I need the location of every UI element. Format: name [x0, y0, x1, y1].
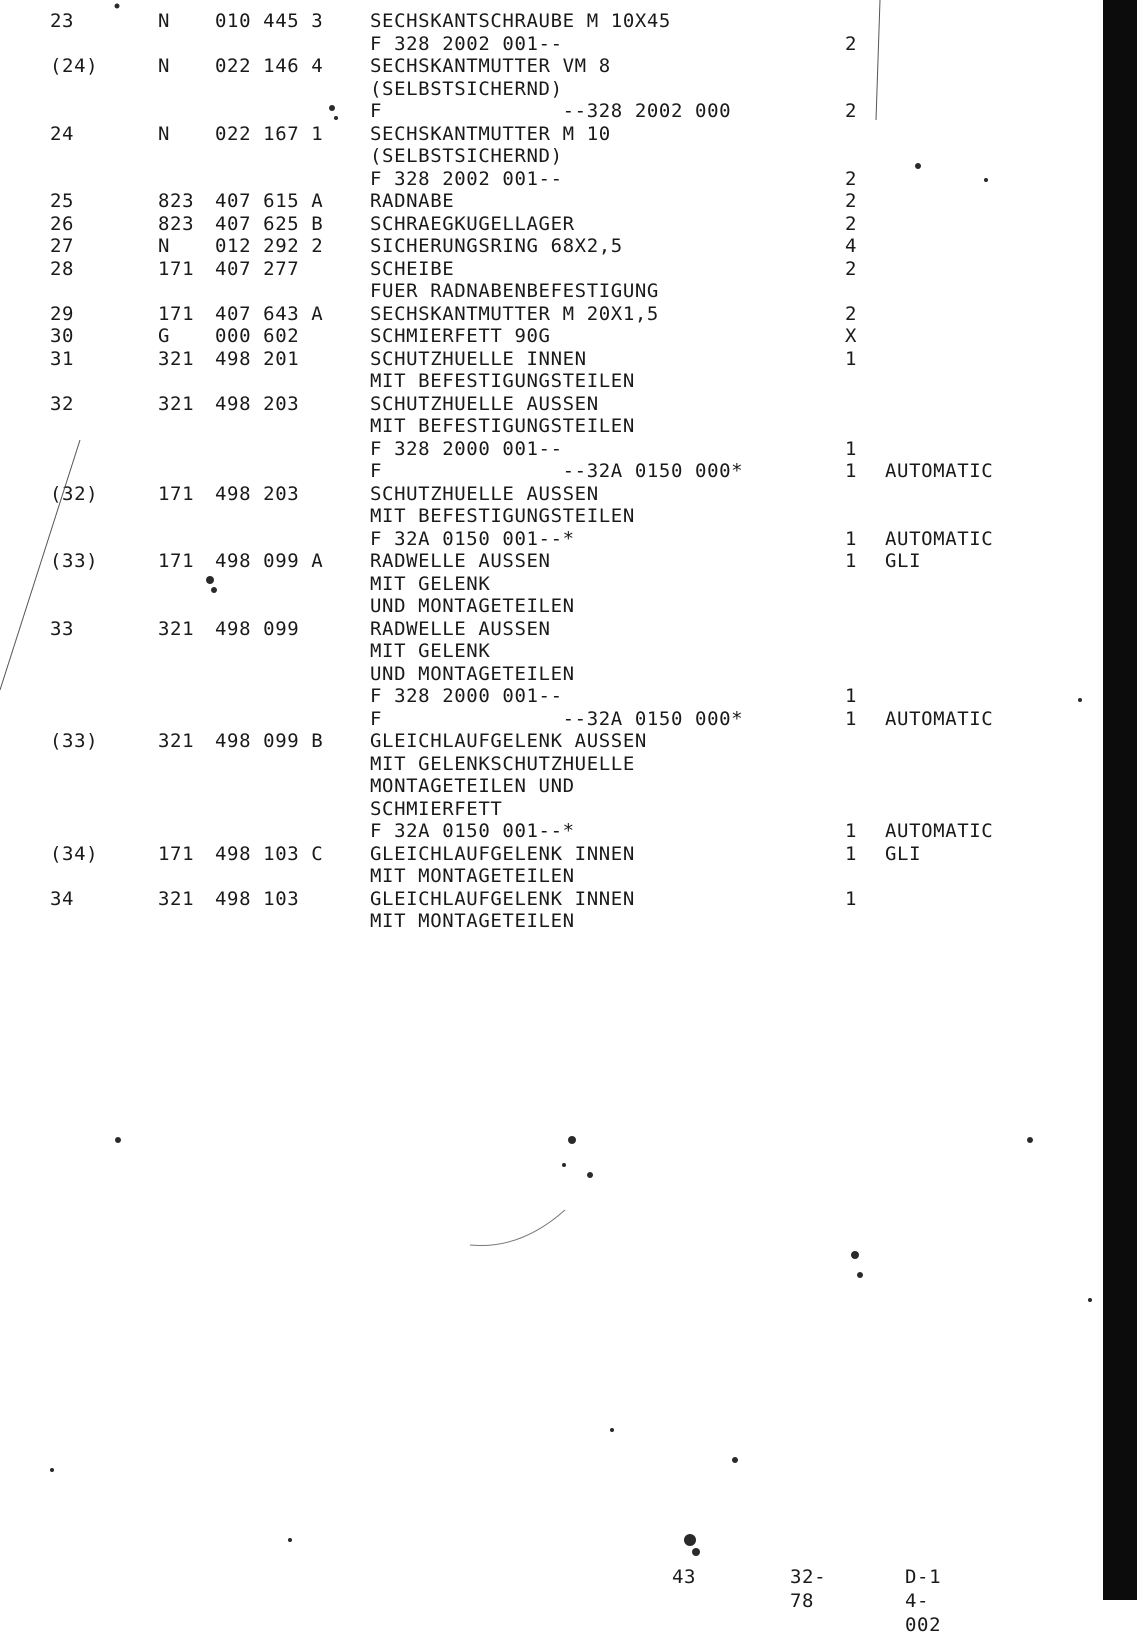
quantity: 1 [845, 685, 858, 707]
part-description: UND MONTAGETEILEN [370, 662, 575, 685]
part-prefix: 171 [158, 482, 195, 505]
parts-row [0, 483, 1100, 506]
parts-row [0, 888, 1100, 911]
part-description: F 32A 0150 001--* [370, 820, 575, 842]
part-prefix: 321 [158, 617, 195, 640]
part-description: F --32A 0150 000* [370, 460, 744, 482]
scan-edge-shadow [1103, 0, 1137, 1600]
remark: AUTOMATIC [885, 820, 994, 842]
footer-date-code: 32-78 [790, 1566, 827, 1612]
part-prefix: N [158, 55, 171, 77]
position-number: 26 [50, 212, 75, 235]
quantity: 2 [845, 190, 858, 212]
position-number: (33) [50, 550, 99, 572]
part-description: GLEICHLAUFGELENK INNEN [370, 887, 635, 910]
quantity: 2 [845, 32, 858, 55]
part-number: 498 099 [215, 617, 300, 640]
remark: AUTOMATIC [885, 460, 994, 482]
part-prefix: N [158, 122, 171, 145]
part-prefix: 823 [158, 190, 195, 212]
position-number: (33) [50, 730, 99, 752]
footer-page-number: 43 [672, 1566, 697, 1588]
position-number: 28 [50, 257, 75, 280]
part-number: 498 103 C [215, 842, 324, 865]
quantity: 1 [845, 550, 858, 572]
parts-row [0, 775, 1100, 798]
position-number: 27 [50, 235, 75, 257]
parts-row [0, 843, 1100, 866]
part-description: F 32A 0150 001--* [370, 527, 575, 550]
parts-row [0, 618, 1100, 641]
quantity: 1 [845, 887, 858, 910]
quantity: 2 [845, 257, 858, 280]
part-description: GLEICHLAUFGELENK AUSSEN [370, 730, 647, 752]
part-number: 498 201 [215, 347, 300, 370]
part-description: UND MONTAGETEILEN [370, 595, 575, 617]
quantity: 1 [845, 707, 858, 730]
part-number: 498 203 [215, 392, 300, 415]
parts-row [0, 235, 1100, 258]
part-prefix: N [158, 235, 171, 257]
part-description: SCHUTZHUELLE INNEN [370, 347, 587, 370]
part-number: 010 445 3 [215, 10, 324, 32]
quantity: 1 [845, 820, 858, 842]
quantity: 1 [845, 437, 858, 460]
part-number: 407 625 B [215, 212, 324, 235]
part-description: F 328 2002 001-- [370, 167, 563, 190]
parts-row [0, 573, 1100, 596]
part-description: MIT MONTAGETEILEN [370, 865, 575, 887]
part-description: GLEICHLAUFGELENK INNEN [370, 842, 635, 865]
part-number: 012 292 2 [215, 235, 324, 257]
parts-row [0, 303, 1100, 326]
part-description: SCHEIBE [370, 257, 455, 280]
part-description: MIT GELENK [370, 640, 491, 662]
position-number: 31 [50, 347, 75, 370]
part-description: MIT BEFESTIGUNGSTEILEN [370, 415, 635, 437]
position-number: (32) [50, 482, 99, 505]
part-number: 498 203 [215, 482, 300, 505]
position-number: 32 [50, 392, 75, 415]
part-prefix: 321 [158, 392, 195, 415]
remark: AUTOMATIC [885, 527, 994, 550]
part-prefix: 171 [158, 257, 195, 280]
part-description: MIT GELENKSCHUTZHUELLE [370, 752, 635, 775]
quantity: 1 [845, 460, 858, 482]
part-description: MONTAGETEILEN UND [370, 775, 575, 797]
parts-row [0, 33, 1100, 56]
position-number: 30 [50, 325, 75, 347]
parts-row [0, 663, 1100, 686]
parts-row [0, 325, 1100, 348]
parts-table [0, 10, 1100, 933]
part-number: 498 103 [215, 887, 300, 910]
part-description: SCHUTZHUELLE AUSSEN [370, 482, 599, 505]
parts-row [0, 168, 1100, 191]
position-number: 34 [50, 887, 75, 910]
part-description: F 328 2000 001-- [370, 437, 563, 460]
part-description: RADWELLE AUSSEN [370, 550, 551, 572]
parts-row [0, 550, 1100, 573]
part-description: MIT BEFESTIGUNGSTEILEN [370, 505, 635, 527]
remark: GLI [885, 550, 922, 572]
parts-row [0, 708, 1100, 731]
part-number: 000 602 [215, 325, 300, 347]
part-prefix: 823 [158, 212, 195, 235]
quantity: 1 [845, 527, 858, 550]
part-number: 407 615 A [215, 190, 324, 212]
part-description: SCHRAEGKUGELLAGER [370, 212, 575, 235]
part-number: 407 277 [215, 257, 300, 280]
parts-row [0, 685, 1100, 708]
position-number: 25 [50, 190, 75, 212]
parts-row [0, 78, 1100, 101]
part-description: (SELBSTSICHERND) [370, 145, 563, 167]
part-description: SICHERUNGSRING 68X2,5 [370, 235, 623, 257]
quantity: 2 [845, 212, 858, 235]
position-number: (34) [50, 842, 99, 865]
part-description: SCHMIERFETT 90G [370, 325, 551, 347]
part-number: 498 099 A [215, 550, 324, 572]
parts-row [0, 505, 1100, 528]
part-prefix: 321 [158, 730, 195, 752]
parts-row [0, 213, 1100, 236]
part-description: SECHSKANTMUTTER M 20X1,5 [370, 302, 659, 325]
part-prefix: G [158, 325, 171, 347]
parts-row [0, 348, 1100, 371]
part-description: (SELBSTSICHERND) [370, 77, 563, 100]
parts-row [0, 820, 1100, 843]
part-description: MIT BEFESTIGUNGSTEILEN [370, 370, 635, 392]
part-prefix: 321 [158, 887, 195, 910]
part-description: SECHSKANTMUTTER M 10 [370, 122, 611, 145]
parts-row [0, 145, 1100, 168]
parts-row [0, 865, 1100, 888]
parts-row [0, 595, 1100, 618]
parts-row [0, 190, 1100, 213]
part-number: 498 099 B [215, 730, 324, 752]
parts-row [0, 55, 1100, 78]
parts-row [0, 100, 1100, 123]
quantity: 1 [845, 842, 858, 865]
parts-row [0, 280, 1100, 303]
parts-row [0, 460, 1100, 483]
position-number: 24 [50, 122, 75, 145]
parts-row [0, 730, 1100, 753]
parts-row [0, 640, 1100, 663]
parts-row [0, 393, 1100, 416]
part-description: RADWELLE AUSSEN [370, 617, 551, 640]
quantity: 2 [845, 302, 858, 325]
part-number: 022 167 1 [215, 122, 324, 145]
remark: AUTOMATIC [885, 707, 994, 730]
remark: GLI [885, 842, 922, 865]
part-prefix: 321 [158, 347, 195, 370]
parts-row [0, 370, 1100, 393]
part-prefix: 171 [158, 842, 195, 865]
position-number: 33 [50, 617, 75, 640]
quantity: 2 [845, 100, 858, 122]
part-description: F --32A 0150 000* [370, 707, 744, 730]
part-description: F 328 2002 001-- [370, 32, 563, 55]
part-prefix: 171 [158, 302, 195, 325]
part-number: 407 643 A [215, 302, 324, 325]
part-description: SECHSKANTMUTTER VM 8 [370, 55, 611, 77]
quantity: 2 [845, 167, 858, 190]
quantity: 4 [845, 235, 858, 257]
part-description: SCHMIERFETT [370, 797, 503, 820]
part-description: FUER RADNABENBEFESTIGUNG [370, 280, 659, 302]
parts-row [0, 438, 1100, 461]
position-number: (24) [50, 55, 99, 77]
parts-row [0, 123, 1100, 146]
part-description: F 328 2000 001-- [370, 685, 563, 707]
parts-row [0, 910, 1100, 933]
position-number: 29 [50, 302, 75, 325]
part-prefix: N [158, 10, 171, 32]
parts-row [0, 415, 1100, 438]
quantity: X [845, 325, 858, 347]
parts-row [0, 798, 1100, 821]
part-description: SCHUTZHUELLE AUSSEN [370, 392, 599, 415]
part-description: SECHSKANTSCHRAUBE M 10X45 [370, 10, 671, 32]
footer-section-code: D-1 4-002 [905, 1566, 942, 1636]
position-number: 23 [50, 10, 75, 32]
parts-row [0, 753, 1100, 776]
parts-row [0, 10, 1100, 33]
parts-row [0, 258, 1100, 281]
part-description: MIT MONTAGETEILEN [370, 910, 575, 932]
quantity: 1 [845, 347, 858, 370]
part-description: F --328 2002 000 [370, 100, 732, 122]
parts-row [0, 528, 1100, 551]
part-number: 022 146 4 [215, 55, 324, 77]
part-prefix: 171 [158, 550, 195, 572]
part-description: MIT GELENK [370, 572, 491, 595]
part-description: RADNABE [370, 190, 455, 212]
